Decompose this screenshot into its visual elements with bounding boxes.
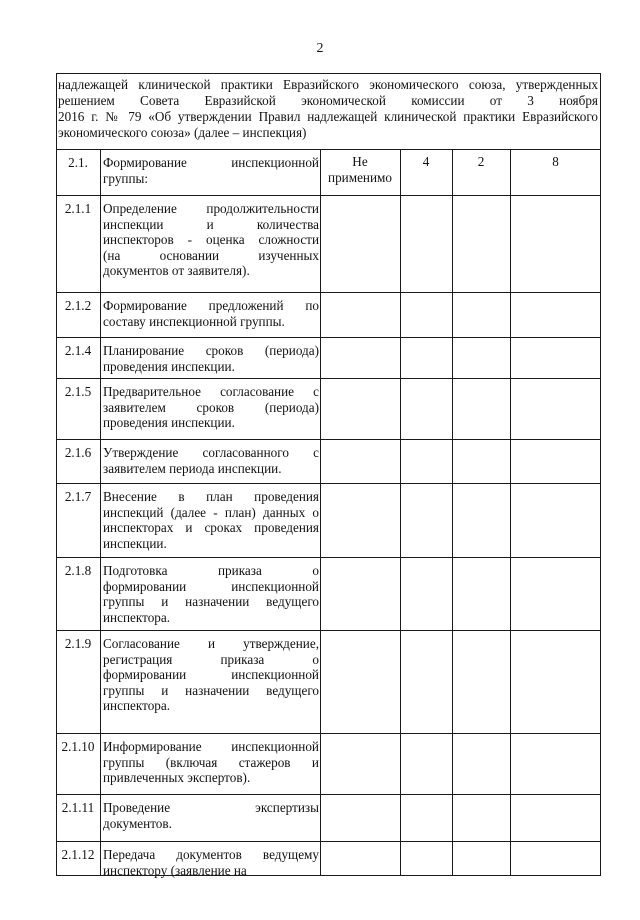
description-line: инспекции. bbox=[103, 535, 167, 551]
intro-line: решением Совета Евразийской экономической комиссии от 3 ноября bbox=[58, 93, 598, 108]
table-row-border bbox=[56, 733, 601, 734]
description-line: Определение продолжительности bbox=[103, 201, 319, 216]
table-column-border bbox=[56, 73, 57, 876]
table-intro-text bbox=[58, 77, 598, 141]
table-row-border bbox=[56, 794, 601, 795]
row-description bbox=[103, 445, 319, 476]
description-line: Проведение экспертизы bbox=[103, 800, 319, 815]
row-number: 2.1.12 bbox=[61, 847, 95, 862]
value-block-border bbox=[320, 439, 601, 440]
row-description bbox=[103, 739, 319, 786]
description-line: проведения инспекции. bbox=[103, 358, 235, 374]
intro-line: экономического союза» (далее – инспекция) bbox=[58, 125, 307, 140]
description-line: инспектора. bbox=[103, 609, 171, 625]
row-description bbox=[103, 847, 319, 878]
description-line: группы (включая стажеров и bbox=[103, 754, 319, 770]
description-line: Предварительное согласование с bbox=[103, 384, 319, 399]
row-number: 2.1.7 bbox=[64, 489, 92, 504]
description-line: формировании инспекционной bbox=[103, 578, 319, 594]
description-line: документов. bbox=[103, 815, 172, 831]
row-number: 2.1.4 bbox=[64, 343, 92, 358]
description-line: регистрация приказа о bbox=[103, 651, 319, 667]
description-line: инспекций (далее - план) данных о bbox=[103, 504, 319, 520]
description-line: Внесение в план проведения bbox=[103, 489, 319, 504]
table-row-border bbox=[56, 195, 601, 196]
row-number: 2.1.10 bbox=[61, 739, 95, 754]
description-line: формировании инспекционной bbox=[103, 667, 319, 682]
description-line: инспекторов - оценка сложности bbox=[103, 232, 319, 247]
description-line: Утверждение согласованного с bbox=[103, 445, 319, 460]
intro-line: 2016 г. № 79 «Об утверждении Правил надлежащей клинической практики Евразийского bbox=[58, 109, 598, 124]
row-number: 2.1.6 bbox=[64, 445, 92, 460]
row-description bbox=[103, 384, 319, 431]
description-line: инспекторах и сроках проведения bbox=[103, 520, 319, 535]
table-row-border bbox=[56, 337, 601, 338]
description-line: привлеченных экспертов). bbox=[103, 770, 251, 785]
row-description bbox=[103, 298, 319, 329]
table-column-border bbox=[600, 73, 601, 876]
table-row-border bbox=[56, 73, 601, 74]
page-number: 2 bbox=[316, 41, 324, 56]
row-number: 2.1. bbox=[68, 155, 88, 170]
description-line: Передача документов ведущему bbox=[103, 847, 319, 862]
row-description bbox=[103, 636, 319, 714]
table-row-border bbox=[56, 630, 601, 631]
description-line: Формирование инспекционной bbox=[103, 155, 319, 170]
description-line: заявителем периода инспекции. bbox=[103, 460, 282, 476]
row-number: 2.1.11 bbox=[61, 800, 95, 815]
description-line: Формирование предложений по bbox=[103, 298, 319, 313]
row-number: 2.1.2 bbox=[64, 298, 92, 313]
table-row-border bbox=[56, 292, 601, 293]
value-cell-col6: 8 bbox=[552, 154, 559, 169]
row-description bbox=[103, 800, 319, 831]
table-column-border bbox=[320, 149, 321, 876]
row-number: 2.1.9 bbox=[64, 636, 92, 651]
description-line: заявителем сроков (периода) bbox=[103, 399, 319, 415]
table-row-border bbox=[56, 557, 601, 558]
description-line: Подготовка приказа о bbox=[103, 563, 319, 578]
description-line: Информирование инспекционной bbox=[103, 739, 319, 754]
table-column-border bbox=[400, 149, 401, 876]
value-cell-col5: 2 bbox=[477, 154, 485, 169]
intro-line: надлежащей клинической практики Евразийского экономического союза, утвержденных bbox=[58, 77, 598, 92]
table-row-border bbox=[56, 841, 601, 842]
row-number: 2.1.8 bbox=[64, 563, 92, 578]
table-column-border bbox=[510, 149, 511, 876]
description-line: группы: bbox=[103, 170, 149, 186]
row-description bbox=[103, 155, 319, 186]
table-row-border bbox=[56, 149, 601, 150]
description-line: Планирование сроков (периода) bbox=[103, 343, 319, 358]
table-column-border bbox=[100, 149, 101, 876]
inspection-table bbox=[56, 73, 601, 878]
description-line: проведения инспекции. bbox=[103, 415, 235, 430]
table-row-border bbox=[56, 378, 601, 379]
row-description bbox=[103, 563, 319, 625]
value-cell-col4: 4 bbox=[422, 154, 430, 169]
description-line: составу инспекционной группы. bbox=[103, 313, 285, 329]
row-description bbox=[103, 489, 319, 551]
applicability-cell: Не применимо bbox=[328, 154, 392, 185]
row-number: 2.1.1 bbox=[64, 201, 92, 216]
table-column-border bbox=[452, 149, 453, 876]
description-line: группы и назначении ведущего bbox=[103, 682, 319, 698]
description-line: группы и назначении ведущего bbox=[103, 594, 319, 609]
description-line: инспектору (заявление на bbox=[103, 862, 247, 878]
description-line: инспектора. bbox=[103, 698, 171, 713]
row-description bbox=[103, 343, 319, 374]
description-line: Согласование и утверждение, bbox=[103, 636, 319, 651]
table-row-border bbox=[56, 483, 601, 484]
description-line: документов от заявителя). bbox=[103, 263, 250, 278]
row-description bbox=[103, 201, 319, 279]
description-line: инспекции и количества bbox=[103, 216, 319, 232]
row-number: 2.1.5 bbox=[64, 384, 92, 399]
description-line: (на основании изученных bbox=[103, 247, 319, 263]
